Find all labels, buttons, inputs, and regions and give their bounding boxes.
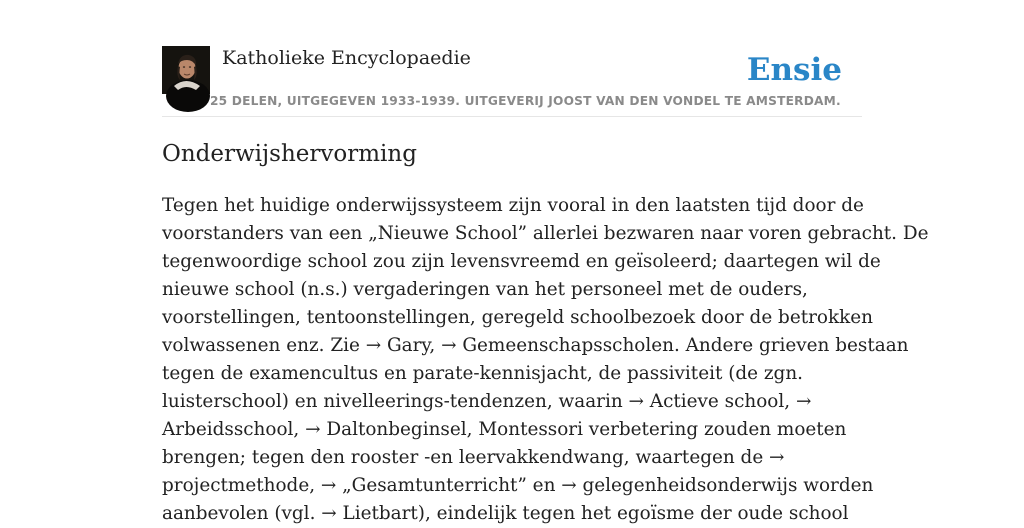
article-line: Tegen het huidige onderwijssysteem zijn vooral in den laatsten tijd door de bbox=[162, 195, 864, 216]
article-title: Onderwijshervorming bbox=[162, 141, 417, 167]
article-line: nieuwe school (n.s.) vergaderingen van het personeel met de ouders, bbox=[162, 279, 808, 300]
article-line: tegen de examencultus en parate-kennisjacht, de passiviteit (de zgn. bbox=[162, 363, 804, 384]
article-line: tegenwoordige school zou zijn levensvreemd en geïsoleerd; daartegen wil de bbox=[162, 251, 881, 272]
site-title[interactable]: Katholieke Encyclopaedie bbox=[222, 47, 471, 69]
article-line: Arbeidsschool, → Daltonbeginsel, Montessori verbetering zouden moeten bbox=[162, 419, 847, 440]
article-line: voorstanders van een „Nieuwe School” allerlei bezwaren naar voren gebracht. De bbox=[162, 223, 929, 244]
article bbox=[162, 136, 929, 528]
article-line: aanbevolen (vgl. → Lietbart), eindelijk tegen het egoïsme der oude school bbox=[162, 503, 849, 524]
article-line: projectmethode, → „Gesamtunterricht” en → gelegenheidsonderwijs worden bbox=[162, 475, 874, 496]
article-body bbox=[162, 192, 929, 528]
article-line: brengen; tegen den rooster -en leervakkendwang, waartegen de → bbox=[162, 447, 785, 468]
site-header bbox=[162, 46, 862, 117]
article-line: voorstellingen, tentoonstellingen, geregeld schoolbezoek door de betrokken bbox=[162, 307, 873, 328]
brand-logo[interactable]: Ensie bbox=[746, 52, 842, 88]
article-line: luisterschool) en nivelleerings-tendenzen, waarin → Actieve school, → bbox=[162, 391, 812, 412]
portrait-icon[interactable] bbox=[162, 46, 210, 94]
article-line: volwassenen enz. Zie → Gary, → Gemeenschapsscholen. Andere grieven bestaan bbox=[162, 335, 909, 356]
site-subtitle: 25 DELEN, UITGEGEVEN 1933-1939. UITGEVERIJ JOOST VAN DEN VONDEL TE AMSTERDAM. bbox=[210, 94, 841, 108]
